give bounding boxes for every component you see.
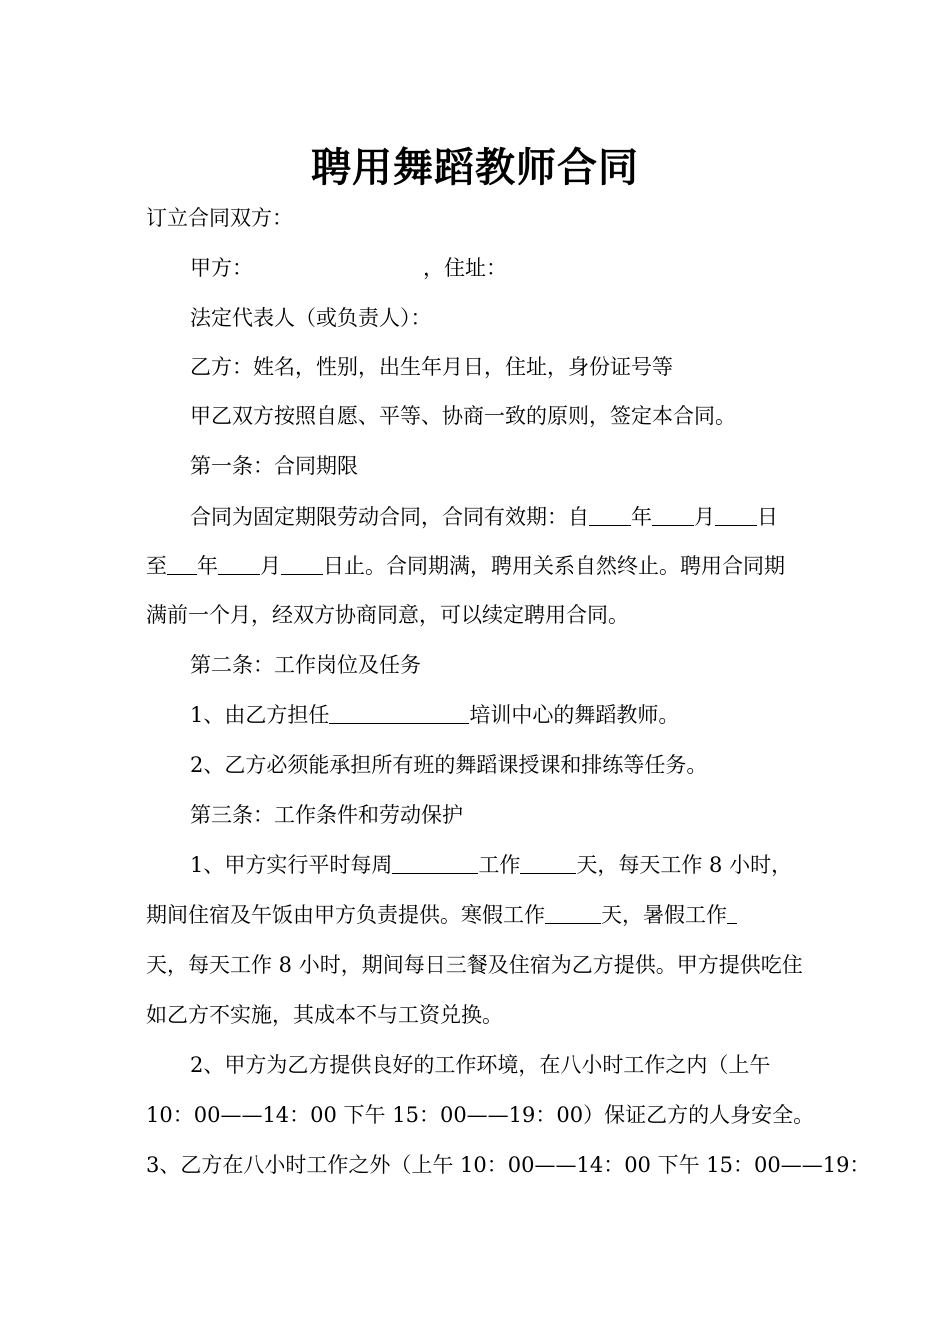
- days-blank: [520, 851, 576, 874]
- party-a-address-label: ，住址：: [423, 256, 507, 280]
- month-label: 月: [694, 505, 715, 529]
- term-end-text: 日止。合同期满，聘用关系自然终止。聘用合同期: [323, 554, 785, 578]
- article-3-item-2-line-1: 2、甲方为乙方提供良好的工作环境，在八小时工作之内（上午: [190, 1053, 771, 1077]
- item-1-text-end: 培训中心的舞蹈教师。: [469, 703, 680, 727]
- article-3-item-2-line-2: 10：00——14：00 下午 15：00——19：00）保证乙方的人身安全。: [146, 1103, 815, 1127]
- work-label: 工作: [478, 853, 521, 877]
- day-label: 日: [757, 505, 778, 529]
- start-month-blank: [652, 503, 694, 526]
- start-year-blank: [589, 503, 631, 526]
- article-3-item-1-line-2: [146, 900, 737, 930]
- party-b-line: 乙方：姓名，性别，出生年月日，住址，身份证号等: [190, 355, 673, 379]
- weekly-blank: [392, 851, 478, 874]
- principle-line: 甲乙双方按照自愿、平等、协商一致的原则，签定本合同。: [190, 404, 736, 428]
- article-1-renewal-line: 满前一个月，经双方协商同意，可以续定聘用合同。: [146, 603, 629, 627]
- weekly-text: 1、甲方实行平时每周: [190, 853, 393, 877]
- year-label: 年: [631, 505, 652, 529]
- article-3-item-1-line-3: 天，每天工作 8 小时，期间每日三餐及住宿为乙方提供。甲方提供吃住: [146, 953, 803, 977]
- article-3-item-1-line-1: [190, 850, 792, 880]
- summer-days-blank: [727, 901, 737, 924]
- item-1-text: 1、由乙方担任: [190, 703, 330, 727]
- end-year-blank: [167, 552, 197, 575]
- article-1-end-line: [146, 551, 785, 581]
- article-3-item-1-line-4: 如乙方不实施，其成本不与工资兑换。: [146, 1003, 503, 1027]
- article-1-heading: 第一条：合同期限: [190, 454, 358, 478]
- daily-hours-text: 天，每天工作 8 小时，: [576, 853, 793, 877]
- winter-text: 期间住宿及午饭由甲方负责提供。寒假工作: [146, 903, 545, 927]
- year-label: 年: [197, 554, 218, 578]
- party-a-name-blank: [253, 255, 423, 277]
- end-month-blank: [218, 552, 260, 575]
- article-3-item-3-line-1: 3、乙方在八小时工作之外（上午 10：00——14：00 下午 15：00——19：: [146, 1153, 871, 1177]
- party-a-label: 甲方：: [190, 256, 253, 280]
- month-label: 月: [260, 554, 281, 578]
- start-day-blank: [715, 503, 757, 526]
- article-2-heading: 第二条：工作岗位及任务: [190, 653, 421, 677]
- document-title: 聘用舞蹈教师合同: [311, 145, 639, 191]
- parties-heading: 订立合同双方：: [146, 206, 293, 230]
- term-text: 合同为固定期限劳动合同，合同有效期：自: [190, 505, 589, 529]
- article-3-heading: 第三条：工作条件和劳动保护: [190, 803, 463, 827]
- legal-representative: 法定代表人（或负责人）：: [190, 306, 432, 330]
- party-a-line: [190, 253, 507, 283]
- summer-text: 天，暑假工作: [601, 903, 727, 927]
- article-2-item-2: 2、乙方必须能承担所有班的舞蹈课授课和排练等任务。: [190, 753, 708, 777]
- until-label: 至: [146, 554, 167, 578]
- article-1-term-line: [190, 502, 778, 532]
- article-2-item-1: [190, 700, 679, 730]
- winter-days-blank: [545, 901, 601, 924]
- training-center-blank: [329, 701, 469, 724]
- end-day-blank: [281, 552, 323, 575]
